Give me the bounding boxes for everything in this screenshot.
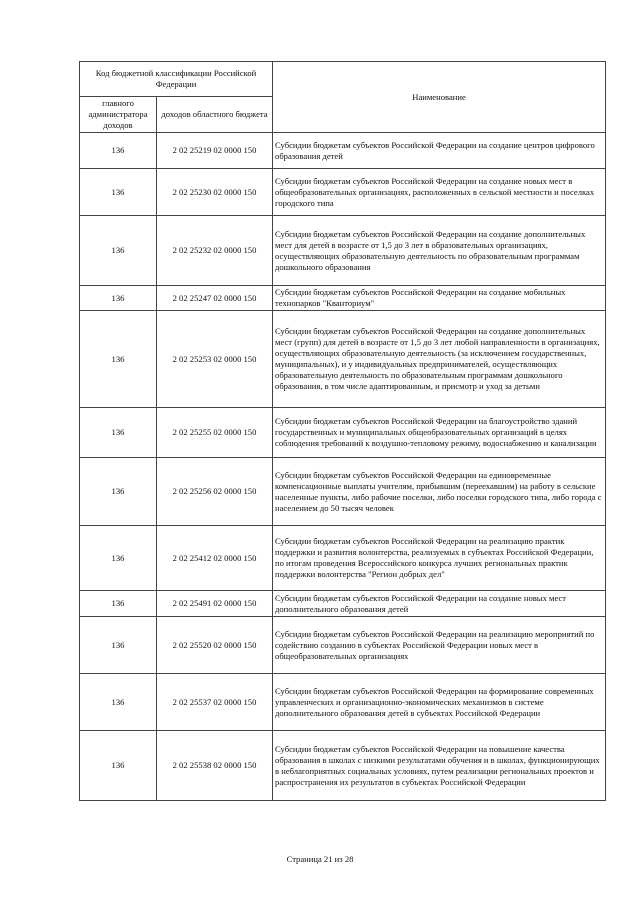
name-cell: Субсидии бюджетам субъектов Российской Федерации на создание центров цифрового образования детей <box>273 133 606 169</box>
name-cell: Субсидии бюджетам субъектов Российской Федерации на благоустройство зданий государственных и муниципальных общеобразовательных организаций в целях соблюдения требований к воздушно-тепловому режиму, водоснабжению и канализации <box>273 408 606 458</box>
admin-cell: 136 <box>80 133 157 169</box>
admin-cell: 136 <box>80 731 157 801</box>
table-row <box>80 731 606 801</box>
code-cell: 2 02 25219 02 0000 150 <box>157 133 273 169</box>
admin-cell: 136 <box>80 674 157 731</box>
header-code: доходов областного бюджета <box>157 97 273 133</box>
name-cell: Субсидии бюджетам субъектов Российской Федерации на формирование современных управленческих и организационно-экономических механизмов в системе дополнительного образования детей в субъектах Российской Федерации <box>273 674 606 731</box>
admin-cell: 136 <box>80 591 157 617</box>
name-cell: Субсидии бюджетам субъектов Российской Федерации на создание новых мест дополнительного образования детей <box>273 591 606 617</box>
admin-cell: 136 <box>80 458 157 526</box>
name-cell: Субсидии бюджетам субъектов Российской Федерации на создание дополнительных мест (групп) для детей в возрасте от 1,5 до 3 лет любой направленности в организациях, осуществляющих образовательную деятельность (за исключением государственных, муниципальных), и у индивидуальных предпринимателей, осуществляющих образовательную деятельность по образовательным программам дошкольного образования, в том числе адаптированным, и присмотр и уход за детьми <box>273 311 606 408</box>
table-row <box>80 408 606 458</box>
admin-cell: 136 <box>80 526 157 591</box>
name-cell: Субсидии бюджетам субъектов Российской Федерации на создание новых мест в общеобразовательных организациях, расположенных в сельской местности и поселках городского типа <box>273 169 606 216</box>
admin-cell: 136 <box>80 216 157 286</box>
name-cell: Субсидии бюджетам субъектов Российской Федерации на повышение качества образования в школах с низкими результатами обучения и в школах, функционирующих в неблагоприятных социальных условиях, путем реализации региональных проектов и распространения их результатов в субъектах Российской Федерации <box>273 731 606 801</box>
admin-cell: 136 <box>80 169 157 216</box>
table-row <box>80 169 606 216</box>
code-cell: 2 02 25520 02 0000 150 <box>157 617 273 674</box>
code-cell: 2 02 25247 02 0000 150 <box>157 286 273 311</box>
code-cell: 2 02 25491 02 0000 150 <box>157 591 273 617</box>
code-cell: 2 02 25230 02 0000 150 <box>157 169 273 216</box>
table-row <box>80 133 606 169</box>
table-row <box>80 458 606 526</box>
page-number: Страница 21 из 28 <box>286 854 354 864</box>
code-cell: 2 02 25537 02 0000 150 <box>157 674 273 731</box>
code-cell: 2 02 25538 02 0000 150 <box>157 731 273 801</box>
code-cell: 2 02 25255 02 0000 150 <box>157 408 273 458</box>
header-admin: главного администратора доходов <box>80 97 157 133</box>
header-code-group: Код бюджетной классификации Российской Федерации <box>80 62 273 97</box>
table-row <box>80 311 606 408</box>
table-row <box>80 526 606 591</box>
code-cell: 2 02 25253 02 0000 150 <box>157 311 273 408</box>
name-cell: Субсидии бюджетам субъектов Российской Федерации на реализацию мероприятий по содействию созданию в субъектах Российской Федерации новых мест в общеобразовательных организациях <box>273 617 606 674</box>
admin-cell: 136 <box>80 617 157 674</box>
name-cell: Субсидии бюджетам субъектов Российской Федерации на реализацию практик поддержки и развития волонтерства, реализуемых в субъектах Российской Федерации, по итогам проведения Всероссийского конкурса лучших региональных практик поддержки волонтерства "Регион добрых дел" <box>273 526 606 591</box>
admin-cell: 136 <box>80 311 157 408</box>
admin-cell: 136 <box>80 286 157 311</box>
code-cell: 2 02 25412 02 0000 150 <box>157 526 273 591</box>
table-row <box>80 591 606 617</box>
table-row <box>80 617 606 674</box>
table-row <box>80 674 606 731</box>
table-row <box>80 286 606 311</box>
name-cell: Субсидии бюджетам субъектов Российской Федерации на создание мобильных технопарков "Кванториум" <box>273 286 606 311</box>
name-cell: Субсидии бюджетам субъектов Российской Федерации на единовременные компенсационные выплаты учителям, прибывшим (переехавшим) на работу в сельские населенные пункты, либо рабочие поселки, либо поселки городского типа, либо города с населением до 50 тысяч человек <box>273 458 606 526</box>
name-cell: Субсидии бюджетам субъектов Российской Федерации на создание дополнительных мест для детей в возрасте от 1,5 до 3 лет в образовательных организациях, осуществляющих образовательную деятельность по образовательным программам дошкольного образования <box>273 216 606 286</box>
code-cell: 2 02 25256 02 0000 150 <box>157 458 273 526</box>
header-name: Наименование <box>273 62 606 133</box>
table-row <box>80 216 606 286</box>
budget-classification-table <box>79 61 606 801</box>
code-cell: 2 02 25232 02 0000 150 <box>157 216 273 286</box>
admin-cell: 136 <box>80 408 157 458</box>
table-header-row <box>80 62 606 97</box>
